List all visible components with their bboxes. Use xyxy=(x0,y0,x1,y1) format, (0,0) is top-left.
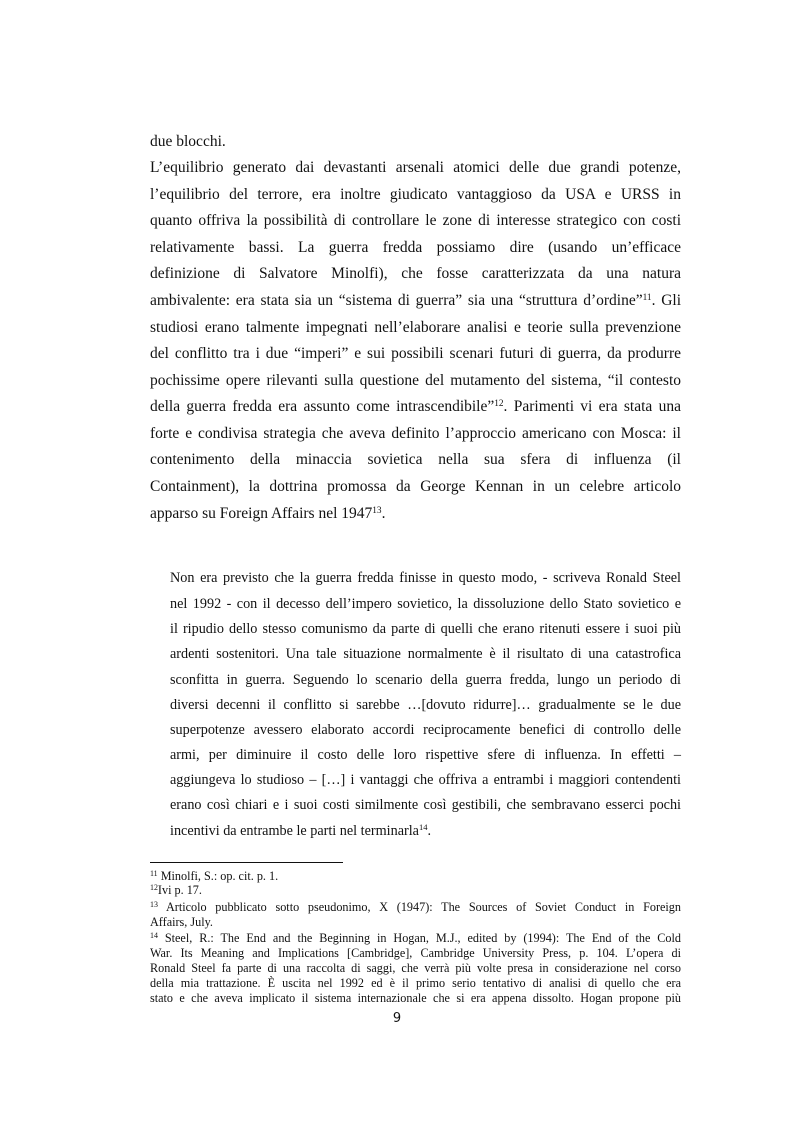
quote-line: ardenti sostenitori. Una tale situazione normalmente è il risultato di una catastrofica xyxy=(170,646,681,662)
body-line: Containment), la dottrina promossa da George Kennan in un celebre articolo xyxy=(150,478,681,495)
footnote-continuation: Ronald Steel fa parte di una raccolta di saggi, che verrà più volte presa in considerazione nel corso xyxy=(150,961,681,975)
quote-line: armi, per diminuire il costo delle loro rispettive sfere di influenza. In effetti – xyxy=(170,747,681,763)
footnote-number: 11 xyxy=(150,868,158,878)
quote-line: incentivi da entrambe le parti nel terminarla$^{14}$. xyxy=(170,822,432,839)
footnote-number: 14 xyxy=(150,930,158,940)
quote-line: nel 1992 - con il decesso dell’impero sovietico, la dissoluzione dello Stato sovietico e xyxy=(170,596,681,612)
body-line: del conflitto tra i due “imperi” e sui possibili scenari futuri di guerra, da produrre xyxy=(150,345,681,362)
footnote-ref: 12 xyxy=(494,398,504,409)
footnote-continuation: Affairs, July. xyxy=(150,915,213,929)
footnote: $^{13}$ Articolo pubblicato sotto pseudonimo, X (1947): The Sources of Soviet Conduct in Foreign xyxy=(150,899,681,914)
body-line: della guerra fredda era assunto come intrascendibile”$^{12}$. Parimenti vi era stata una xyxy=(150,398,681,415)
body-line: forte e condivisa strategia che aveva definito l’approccio americano con Mosca: il xyxy=(150,425,681,442)
quote-line: superpotenze avessero elaborato accordi reciprocamente benefici di controllo delle xyxy=(170,722,681,738)
quote-line: il ripudio dello stesso comunismo da parte di quelli che erano ritenuti essere i suoi più xyxy=(170,621,681,637)
footnote-ref: 14 xyxy=(418,822,428,833)
body-line: quanto offriva la possibilità di controllare le zone di interesse strategico con costi xyxy=(150,212,681,229)
body-line: ambivalente: era stata sia un “sistema di guerra” sia una “struttura d’ordine”$^{11}$. Gli xyxy=(150,292,681,309)
footnote-separator xyxy=(150,862,343,863)
body-line: pochissime opere rilevanti sulla questione del mutamento del sistema, “il contesto xyxy=(150,372,681,389)
body-line: definizione di Salvatore Minolfi), che fosse caratterizzata da una natura xyxy=(150,265,681,282)
page-number: 9 xyxy=(392,1011,402,1026)
footnote-ref: 11 xyxy=(642,292,652,303)
body-line: contenimento della minaccia sovietica nella sua sfera di influenza (il xyxy=(150,451,681,468)
body-line: due blocchi. xyxy=(150,133,226,150)
footnote-ref: 13 xyxy=(372,505,382,516)
body-line: studiosi erano talmente impegnati nell’elaborare analisi e teorie sulla prevenzione xyxy=(150,319,681,336)
body-line: relativamente bassi. La guerra fredda possiamo dire (usando un’efficace xyxy=(150,239,681,256)
footnote-number: 13 xyxy=(150,899,158,909)
footnote: $^{12}$Ivi p. 17. xyxy=(150,882,202,897)
body-line: apparso su Foreign Affairs nel 1947$^{13}$. xyxy=(150,505,386,522)
quote-line: erano così chiari e i suoi costi similmente così gestibili, che sembravano esserci pochi xyxy=(170,797,681,813)
footnote-continuation: War. Its Meaning and Implications [Cambridge], Cambridge University Press, p. 104. L’opera di xyxy=(150,946,681,960)
quote-line: diversi decenni il conflitto si sarebbe …[dovuto ridurre]… gradualmente se le due xyxy=(170,697,681,713)
footnote-number: 12 xyxy=(150,882,158,892)
quote-line: aggiungeva lo studioso – […] i vantaggi che offriva a entrambi i maggiori contendenti xyxy=(170,772,681,788)
body-line: L’equilibrio generato dai devastanti arsenali atomici delle due grandi potenze, xyxy=(150,159,681,176)
body-line: l’equilibrio del terrore, era inoltre giudicato vantaggioso da USA e URSS in xyxy=(150,186,681,203)
footnote: $^{14}$ Steel, R.: The End and the Beginning in Hogan, M.J., edited by (1994): The End of the Cold xyxy=(150,930,681,945)
footnote-continuation: della mia trattazione. È uscita nel 1992 ed è il primo serio tentativo di analisi di quello che era xyxy=(150,976,681,990)
footnote-continuation: stato e che aveva implicato il sistema internazionale che si era appena dissolto. Hogan propone più xyxy=(150,991,681,1005)
quote-line: Non era previsto che la guerra fredda finisse in questo modo, - scriveva Ronald Steel xyxy=(170,570,681,586)
footnote: $^{11}$ Minolfi, S.: op. cit. p. 1. xyxy=(150,868,279,883)
quote-line: sconfitta in guerra. Seguendo lo scenario della guerra fredda, lungo un periodo di xyxy=(170,672,681,688)
